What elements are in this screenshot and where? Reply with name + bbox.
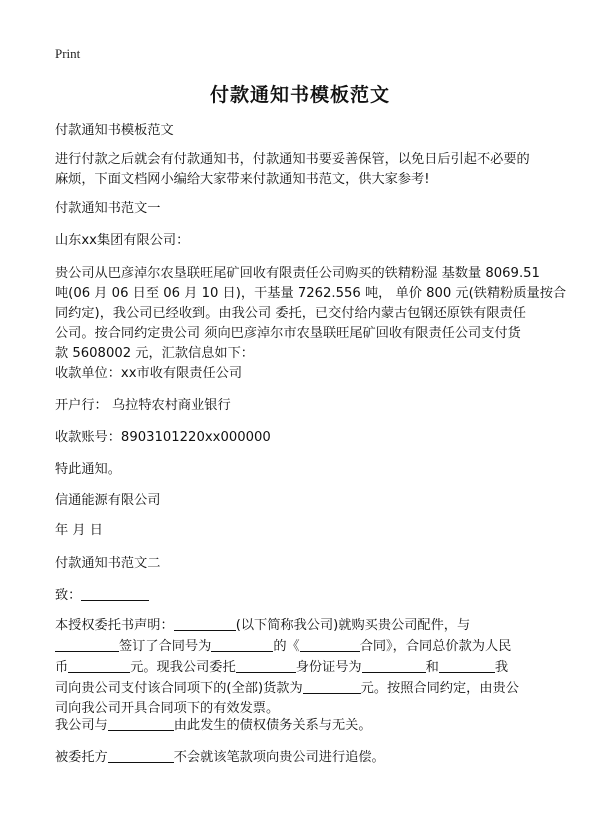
authorization-paragraph xyxy=(55,615,519,719)
auth-text: (以下简称我公司)就购买贵公司配件，与 xyxy=(235,618,471,633)
payment-blank xyxy=(303,678,361,694)
auth-text: 元。现我公司委托 xyxy=(130,660,236,675)
auth-text: 司向贵公司支付该合同项下的(全部)货款为 xyxy=(55,681,303,696)
body-line: 吨(06 月 06 日至 06 月 10 日)，干基量 7262.556 吨， 单价 800 元(铁精粉质量按合 xyxy=(55,286,567,301)
auth-text: 签订了合同号为 xyxy=(119,639,212,654)
body-line: 同约定)，我公司已经收到。由我公司 委托，已交付给内蒙古包钢还原铁有限责任 xyxy=(55,306,526,321)
auth-text: 本授权委托书声明： xyxy=(55,618,174,633)
contract-name-blank xyxy=(300,636,360,652)
auth-line xyxy=(55,678,519,699)
payee-line: 收款单位：xx市收有限责任公司 xyxy=(55,366,243,381)
auth-text: 币 xyxy=(55,660,69,675)
rel-text: 由此发生的债权债务关系与无关。 xyxy=(173,718,372,733)
sample1-addressee: 山东xx集团有限公司： xyxy=(55,233,190,248)
sample1-body xyxy=(55,264,566,364)
rel-text: 我公司与 xyxy=(55,718,108,733)
account-line: 收款账号：8903101220xx000000 xyxy=(55,430,271,445)
document-title: 付款通知书模板范文 xyxy=(209,84,390,106)
body-line: 贵公司从巴彦淖尔农垦联旺尾矿回收有限责任公司购买的铁精粉湿 基数量 8069.51 xyxy=(55,266,540,281)
auth-line xyxy=(55,657,519,678)
auth-text: 身份证号为 xyxy=(295,660,362,675)
document-subtitle: 付款通知书模板范文 xyxy=(55,123,174,138)
final-text: 被委托方 xyxy=(55,750,108,765)
auth-text: 合同》，合同总价款为人民 xyxy=(359,639,512,654)
party-blank xyxy=(55,636,119,652)
body-line: 公司。按合同约定贵公司 须向巴彦淖尔市农垦联旺尾矿回收有限责任公司支付货 xyxy=(55,326,521,341)
auth-text: 的《 xyxy=(273,639,300,654)
contract-no-blank xyxy=(211,636,273,652)
to-line xyxy=(55,585,149,606)
auth-line xyxy=(55,636,519,657)
bank-line: 开户行： 乌拉特农村商业银行 xyxy=(55,398,231,413)
date-line: 年 月 日 xyxy=(55,523,103,538)
auth-text: 和 xyxy=(425,660,439,675)
to-label: 致： xyxy=(55,588,82,603)
amount-blank xyxy=(68,657,130,673)
final-line xyxy=(55,747,385,768)
intro-line: 麻烦，下面文档网小编给大家带来付款通知书范文，供大家参考! xyxy=(55,172,430,187)
body-line: 款 5608002 元，汇款信息如下： xyxy=(55,346,254,361)
id-number-blank xyxy=(362,657,426,673)
auth-line: 司向我公司开具合同项下的有效发票。 xyxy=(55,701,280,716)
delegate-blank xyxy=(236,657,296,673)
print-label[interactable]: Print xyxy=(55,46,81,61)
relationship-line xyxy=(55,715,372,736)
final-text: 不会就该笔款项向贵公司进行追偿。 xyxy=(173,750,385,765)
notice-line: 特此通知。 xyxy=(55,462,121,477)
trustee-blank xyxy=(108,747,174,763)
auth-text: 元。按照合同约定，由贵公 xyxy=(360,681,519,696)
id-number-blank-2 xyxy=(439,657,495,673)
auth-text: 我 xyxy=(494,660,508,675)
company-line: 信通能源有限公司 xyxy=(55,493,161,508)
intro-paragraph xyxy=(55,150,530,190)
intro-line: 进行付款之后就会有付款通知书，付款通知书要妥善保管，以免日后引起不必要的 xyxy=(55,152,530,167)
recipient-blank xyxy=(81,585,149,601)
company-blank xyxy=(174,615,236,631)
auth-line xyxy=(55,615,519,636)
sample1-heading: 付款通知书范文一 xyxy=(55,201,161,216)
relationship-blank xyxy=(108,715,174,731)
sample2-heading: 付款通知书范文二 xyxy=(55,556,161,571)
